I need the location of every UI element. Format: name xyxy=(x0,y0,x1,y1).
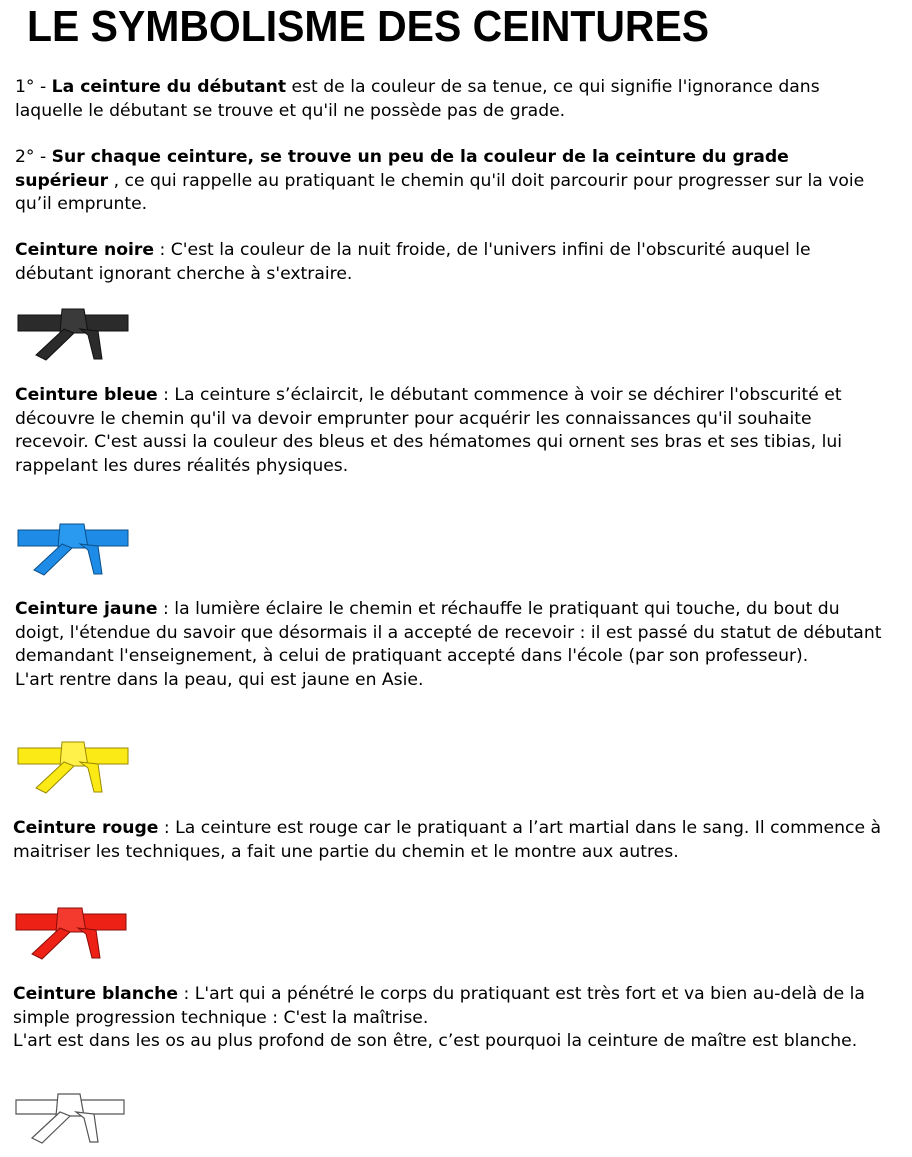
paragraph-bold-lead: La ceinture du débutant xyxy=(51,77,287,97)
white-belt-icon xyxy=(14,1090,128,1148)
belt-label: Ceinture blanche xyxy=(13,984,179,1004)
belt-description: : C'est la couleur de la nuit froide, de l'univers infini de l'obscurité auquel le débutant ignorant cherche à s'extraire. xyxy=(15,240,811,284)
belt-note: L'art rentre dans la peau, qui est jaune en Asie. xyxy=(15,669,424,690)
blue-belt-icon xyxy=(16,520,130,578)
belt-description: : la lumière éclaire le chemin et réchauffe le pratiquant qui touche, du bout du doigt, l'étendue du savoir que désormais il a accepté de recevoir : il est passé du statut de débutant demandant l'enseignement, à celui de pratiquant accepté dans l'école (par son professeur). xyxy=(15,599,882,667)
paragraph-prefix: 2° - xyxy=(15,147,52,167)
belt-label: Ceinture jaune xyxy=(15,599,158,619)
red-belt-icon xyxy=(14,904,128,962)
belt-label: Ceinture noire xyxy=(15,240,155,260)
paragraph-ceinture-jaune xyxy=(15,598,885,692)
paragraph-ceinture-bleue xyxy=(15,384,885,478)
paragraph-prefix: 1° - xyxy=(15,77,52,97)
black-belt-icon xyxy=(16,305,130,363)
paragraph-body: est de la couleur de sa tenue, ce qui signifie l'ignorance dans laquelle le débutant se trouve et qu'il ne possède pas de grade. xyxy=(15,77,820,121)
belt-description: : La ceinture s’éclaircit, le débutant commence à voir se déchirer l'obscurité et découvre le chemin qu'il va devoir emprunter pour acquérir les connaissances qu'il souhaite recevoir. C'est aussi la couleur des bleus et des hématomes qui ornent ses bras et ses tibias, lui rappelant les dures réalités physiques. xyxy=(15,385,843,476)
paragraph-grade-superieur xyxy=(15,146,885,217)
belt-label: Ceinture rouge xyxy=(13,818,159,838)
paragraph-ceinture-noire xyxy=(15,239,885,286)
paragraph-bold-lead: Sur chaque ceinture, se trouve un peu de la couleur de la ceinture du grade supérieur xyxy=(15,147,789,191)
belt-note: L'art est dans les os au plus profond de son être, c’est pourquoi la ceinture de maître est blanche. xyxy=(13,1031,858,1052)
belt-description: : La ceinture est rouge car le pratiquant a l’art martial dans le sang. Il commence à maitriser les techniques, a fait une partie du chemin et le montre aux autres. xyxy=(13,818,882,862)
paragraph-ceinture-blanche xyxy=(13,983,883,1054)
paragraph-body: , ce qui rappelle au pratiquant le chemin qu'il doit parcourir pour progresser sur la voie qu’il emprunte. xyxy=(15,170,865,215)
paragraph-debutant xyxy=(15,76,885,123)
belt-description: : L'art qui a pénétré le corps du pratiquant est très fort et va bien au-delà de la simple progression technique : C'est la maîtrise. xyxy=(13,984,865,1028)
paragraph-ceinture-rouge xyxy=(13,817,883,864)
page-title: LE SYMBOLISME DES CEINTURES xyxy=(27,2,710,51)
belt-label: Ceinture bleue xyxy=(15,385,158,405)
yellow-belt-icon xyxy=(16,738,130,796)
